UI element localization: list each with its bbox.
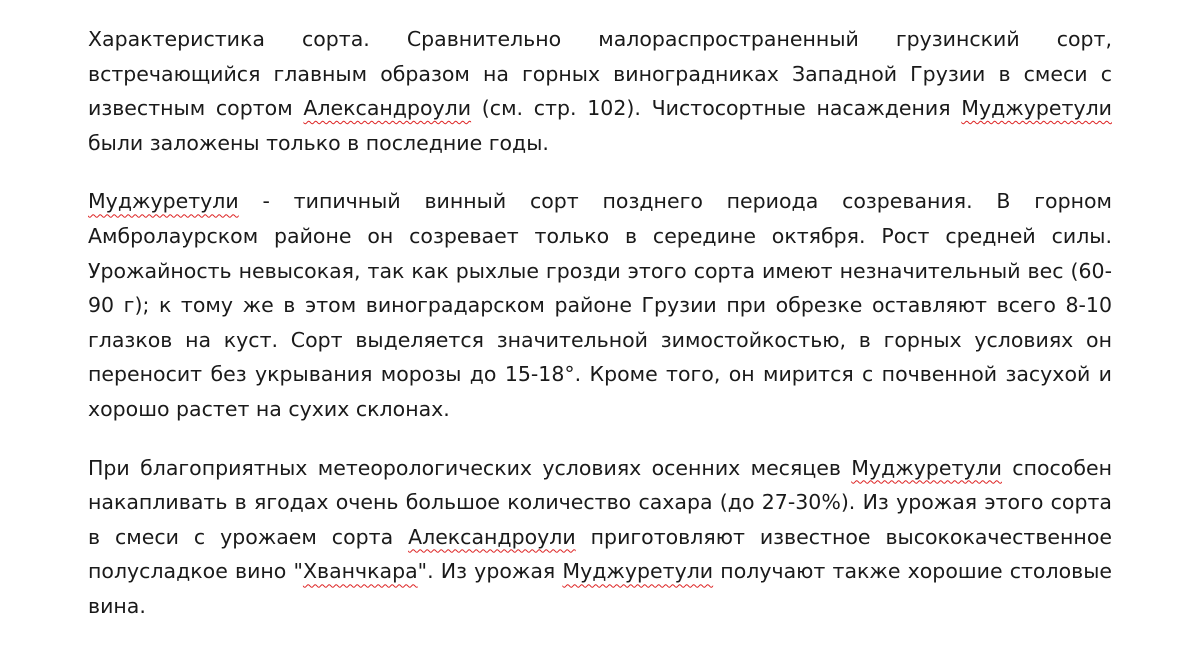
text-run: были заложены только в последние годы. [88, 130, 549, 155]
spellcheck-word[interactable]: Хванчкара [302, 559, 418, 584]
text-run: Характеристика сорта. Сравнительно малораспространенный грузинский сорт, встречающийся главным образом на горных виноградниках Западной Грузии в смеси с известным сортом [88, 27, 1112, 121]
spellcheck-word[interactable]: Муджуретули [851, 455, 1002, 480]
text-run: При благоприятных метеорологических условиях осенних месяцев [88, 455, 852, 480]
paragraph [88, 22, 1112, 160]
text-run: приготовляют известное высококачественное полусладкое вино " [88, 524, 1112, 584]
text-run: ". Из урожая [417, 559, 563, 584]
document-body [88, 22, 1112, 648]
spellcheck-word[interactable]: Муджуретули [961, 96, 1112, 121]
text-run: способен накапливать в ягодах очень большое количество сахара (до 27-30%). Из урожая этого сорта в смеси с урожаем сорта [88, 455, 1112, 549]
spellcheck-word[interactable]: Муджуретули [562, 559, 714, 584]
spellcheck-word[interactable]: Александроули [408, 524, 576, 549]
text-run: получают также хорошие столовые вина. [88, 559, 1113, 618]
text-run: - типичный винный сорт позднего периода созревания. В горном Амбролаурском районе он созревает только в середине октября. Рост средней силы. Урожайность невысокая, так как рыхлые грозди этого сорта имеют незначительный вес (60-90 г); к тому же в этом виноградарском районе Грузии при обрезке оставляют всего 8-10 глазков на куст. Сорт выделяется значительной зимостойкостью, в горных условиях он переносит без укрывания морозы до 15-18°. Кроме того, он мирится с почвенной засухой и хорошо растет на сухих склонах. [88, 189, 1112, 421]
spellcheck-word[interactable]: Муджуретули [88, 189, 239, 214]
paragraph [88, 184, 1112, 426]
text-run: (см. стр. 102). Чистосортные насаждения [471, 96, 962, 121]
paragraph [88, 451, 1112, 624]
spellcheck-word[interactable]: Александроули [303, 96, 472, 121]
